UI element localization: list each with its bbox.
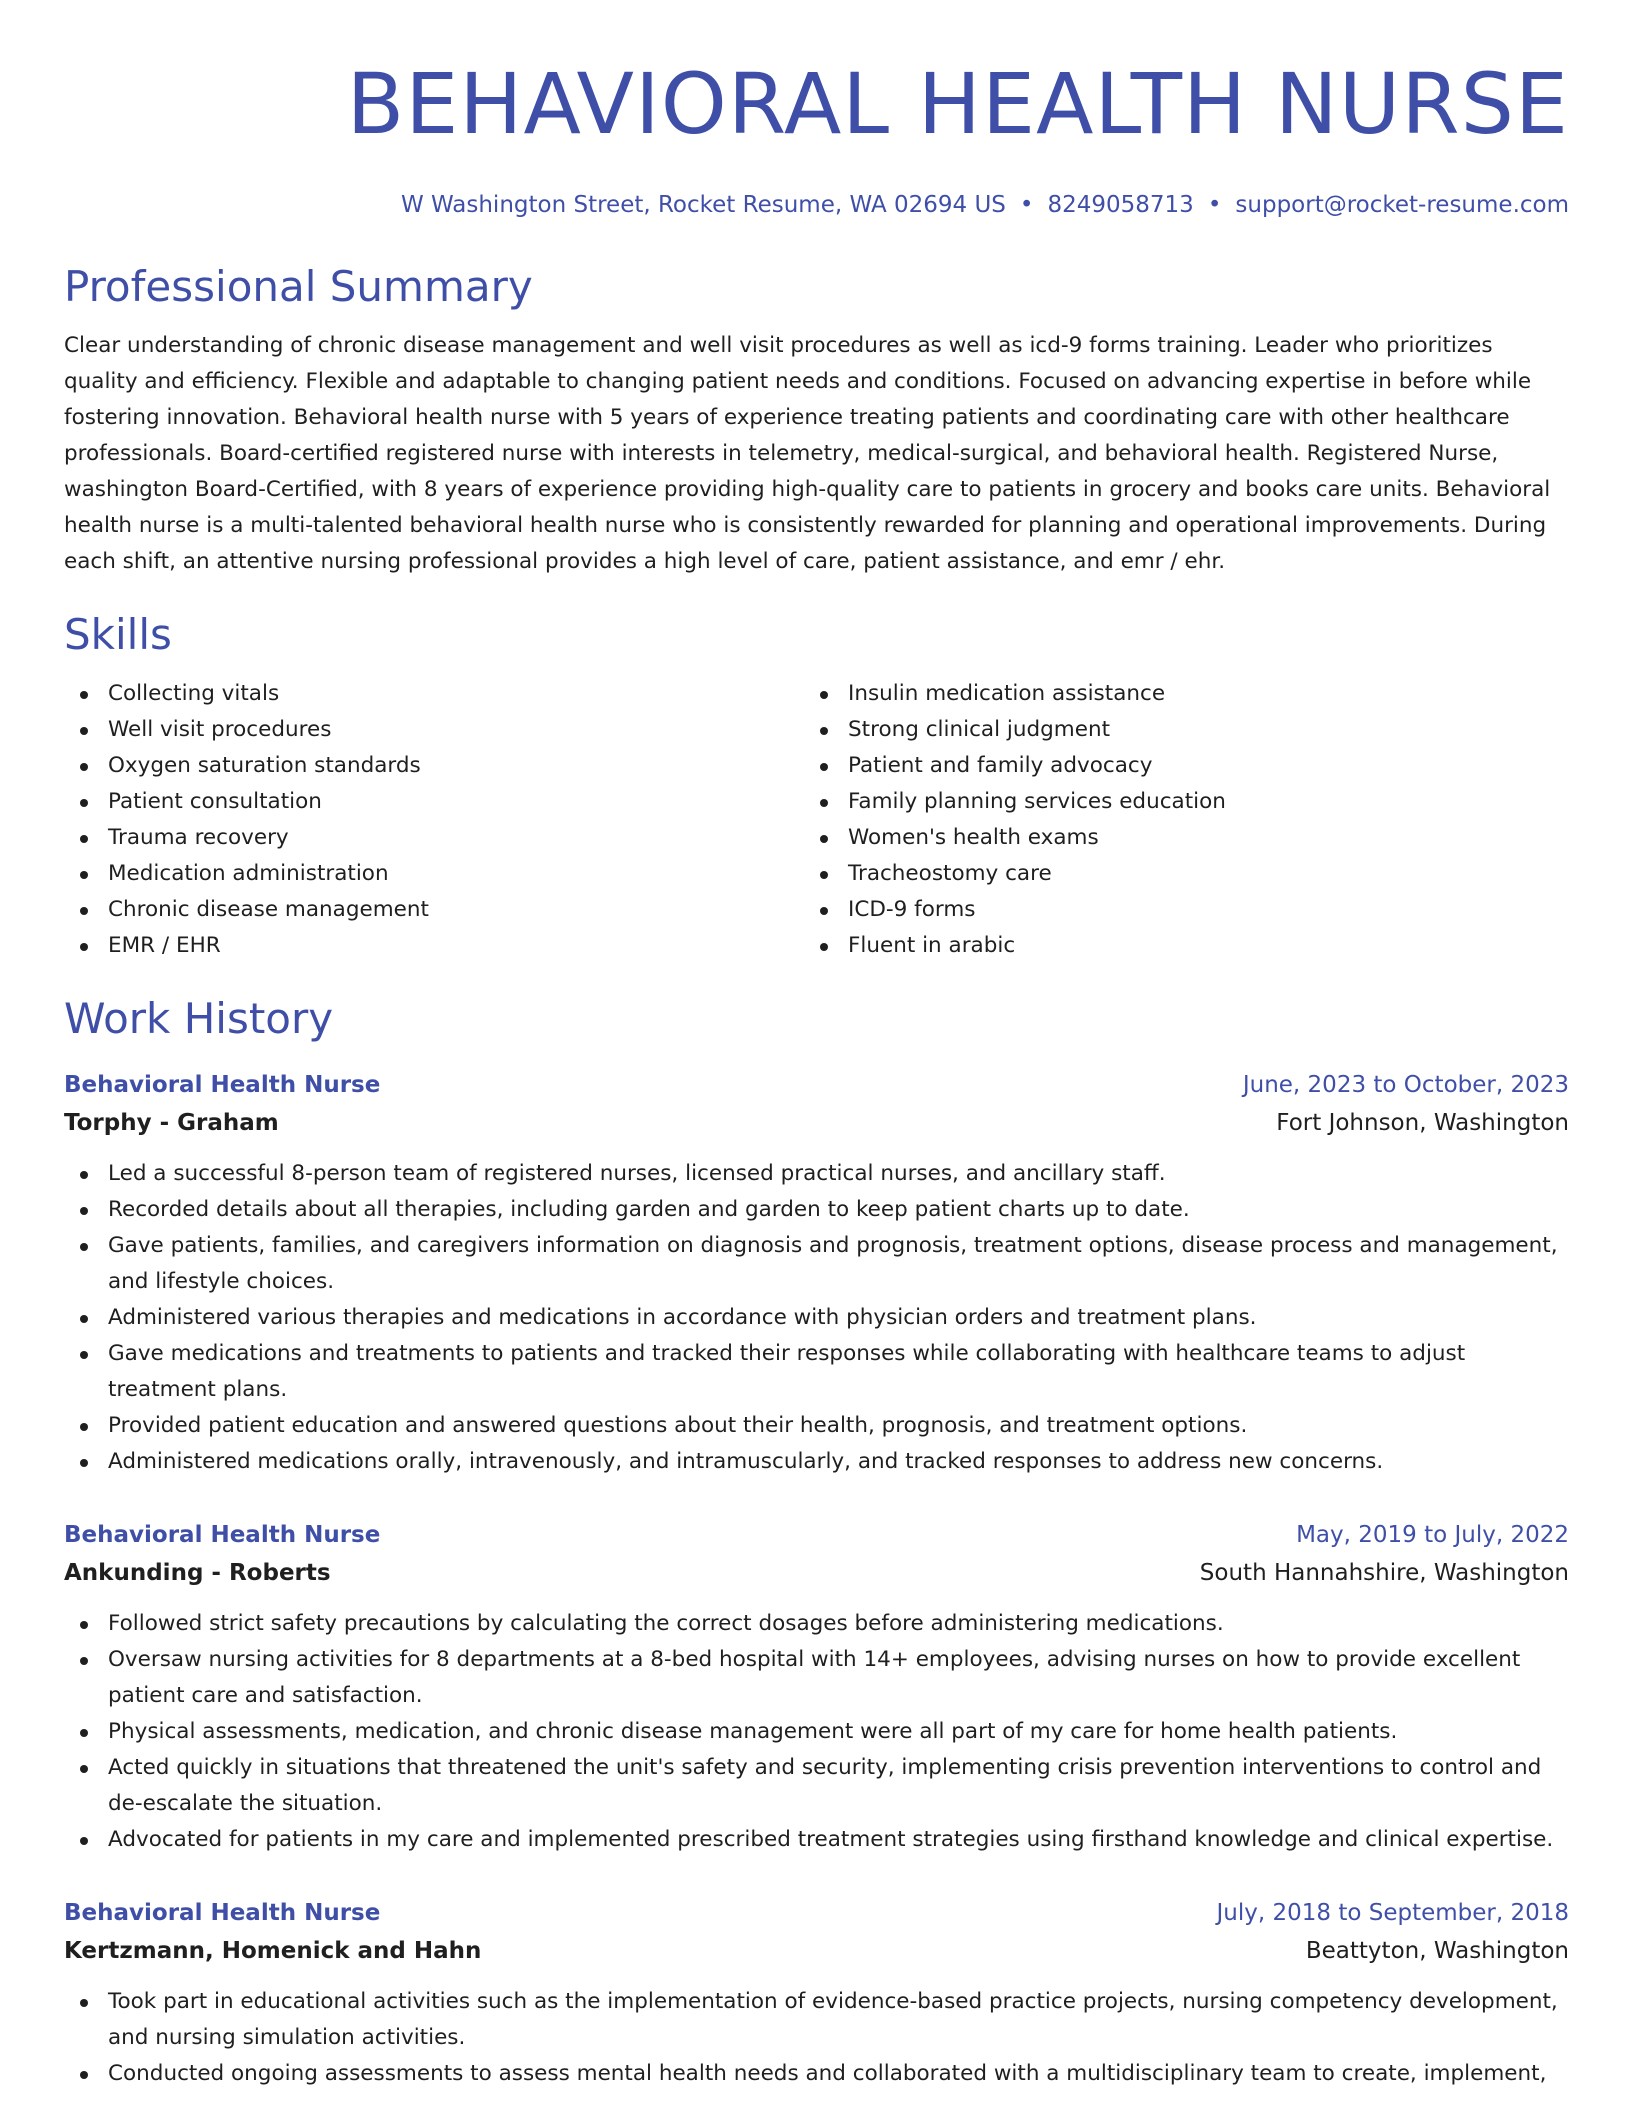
skill-item: Patient consultation: [64, 784, 804, 820]
job-bullet: Advocated for patients in my care and implemented prescribed treatment strategies using firsthand knowledge and clinical expertise.: [64, 1822, 1569, 1858]
job-header-row: [64, 1894, 1569, 1932]
skill-item: Collecting vitals: [64, 676, 804, 712]
contact-separator: •: [1019, 192, 1034, 218]
skill-item: Trauma recovery: [64, 820, 804, 856]
job-entry: [64, 1066, 1569, 1480]
job-entry: [64, 1894, 1569, 2092]
skill-item: Medication administration: [64, 856, 804, 892]
summary-heading: Professional Summary: [64, 262, 533, 311]
job-title: Behavioral Health Nurse: [64, 1522, 381, 1548]
skill-item: Women's health exams: [804, 820, 1544, 856]
job-location: Beattyton, Washington: [1305, 1938, 1569, 1964]
contact-email[interactable]: support@rocket-resume.com: [1235, 192, 1569, 218]
job-bullet: Administered various therapies and medications in accordance with physician orders and treatment plans.: [64, 1300, 1569, 1336]
skill-item: Patient and family advocacy: [804, 748, 1544, 784]
contact-separator: •: [1207, 192, 1222, 218]
job-location: Fort Johnson, Washington: [1276, 1110, 1569, 1136]
job-company: Kertzmann, Homenick and Hahn: [64, 1938, 482, 1964]
contact-address: W Washington Street, Rocket Resume, WA 02694 US: [400, 192, 1006, 218]
job-header-row: [64, 1066, 1569, 1104]
job-bullet: Gave patients, families, and caregivers information on diagnosis and prognosis, treatment options, disease process and management, and lifestyle choices.: [64, 1228, 1569, 1300]
job-bullet: Acted quickly in situations that threatened the unit's safety and security, implementing crisis prevention interventions to control and de-escalate the situation.: [64, 1750, 1569, 1822]
job-bullet: Oversaw nursing activities for 8 departments at a 8-bed hospital with 14+ employees, advising nurses on how to provide excellent patient care and satisfaction.: [64, 1642, 1569, 1714]
job-bullets: [64, 1984, 1569, 2092]
skill-item: Insulin medication assistance: [804, 676, 1544, 712]
job-dates: July, 2018 to September, 2018: [1216, 1900, 1569, 1926]
job-company-row: [64, 1932, 1569, 1970]
job-company-row: [64, 1554, 1569, 1592]
job-bullet: Physical assessments, medication, and chronic disease management were all part of my care for home health patients.: [64, 1714, 1569, 1750]
skill-item: Chronic disease management: [64, 892, 804, 928]
job-dates: June, 2023 to October, 2023: [1242, 1072, 1569, 1098]
skills-heading: Skills: [64, 610, 172, 659]
skill-item: Tracheostomy care: [804, 856, 1544, 892]
job-bullet: Recorded details about all therapies, including garden and garden to keep patient charts up to date.: [64, 1192, 1569, 1228]
job-bullet: Led a successful 8-person team of registered nurses, licensed practical nurses, and ancillary staff.: [64, 1156, 1569, 1192]
job-bullet: Provided patient education and answered questions about their health, prognosis, and treatment options.: [64, 1408, 1569, 1444]
contact-line: [64, 190, 1569, 220]
contact-phone: 8249058713: [1047, 192, 1194, 218]
job-bullet: Took part in educational activities such as the implementation of evidence-based practice projects, nursing competency development, and nursing simulation activities.: [64, 1984, 1569, 2056]
job-bullets: [64, 1156, 1569, 1480]
skill-item: EMR / EHR: [64, 928, 804, 964]
job-header-row: [64, 1516, 1569, 1554]
skill-item: Well visit procedures: [64, 712, 804, 748]
skills-list-left: [64, 676, 804, 964]
job-title: Behavioral Health Nurse: [64, 1900, 381, 1926]
job-entry: [64, 1516, 1569, 1858]
job-bullet: Conducted ongoing assessments to assess mental health needs and collaborated with a multidisciplinary team to create, implement,: [64, 2056, 1569, 2092]
job-company-row: [64, 1104, 1569, 1142]
job-bullet: Followed strict safety precautions by calculating the correct dosages before administering medications.: [64, 1606, 1569, 1642]
skills-columns: [64, 676, 1569, 964]
skills-list-right: [804, 676, 1544, 964]
job-dates: May, 2019 to July, 2022: [1296, 1522, 1569, 1548]
job-location: South Hannahshire, Washington: [1199, 1560, 1569, 1586]
skill-item: ICD-9 forms: [804, 892, 1544, 928]
skill-item: Fluent in arabic: [804, 928, 1544, 964]
job-bullet: Administered medications orally, intravenously, and intramuscularly, and tracked responses to address new concerns.: [64, 1444, 1569, 1480]
job-company: Torphy - Graham: [64, 1110, 279, 1136]
skill-item: Family planning services education: [804, 784, 1544, 820]
resume-name: BEHAVIORAL HEALTH NURSE: [346, 55, 1569, 153]
summary-text: Clear understanding of chronic disease management and well visit procedures as well as icd-9 forms training. Leader who prioritizes quality and efficiency. Flexible and adaptable to changing patient needs and conditions. Focused on advancing expertise in before while fostering innovation. Behavioral health nurse with 5 years of experience treating patients and coordinating care with other healthcare professionals. Board-certified registered nurse with interests in telemetry, medical-surgical, and behavioral health. Registered Nurse, washington Board-Certified, with 8 years of experience providing high-quality care to patients in grocery and books care units. Behavioral health nurse is a multi-talented behavioral health nurse who is consistently rewarded for planning and operational improvements. During each shift, an attentive nursing professional provides a high level of care, patient assistance, and emr / ehr.: [64, 333, 1551, 574]
job-company: Ankunding - Roberts: [64, 1560, 331, 1586]
skill-item: Oxygen saturation standards: [64, 748, 804, 784]
job-bullet: Gave medications and treatments to patients and tracked their responses while collaborating with healthcare teams to adjust treatment plans.: [64, 1336, 1569, 1408]
work-history-heading: Work History: [64, 994, 334, 1043]
skill-item: Strong clinical judgment: [804, 712, 1544, 748]
job-title: Behavioral Health Nurse: [64, 1072, 381, 1098]
job-bullets: [64, 1606, 1569, 1858]
